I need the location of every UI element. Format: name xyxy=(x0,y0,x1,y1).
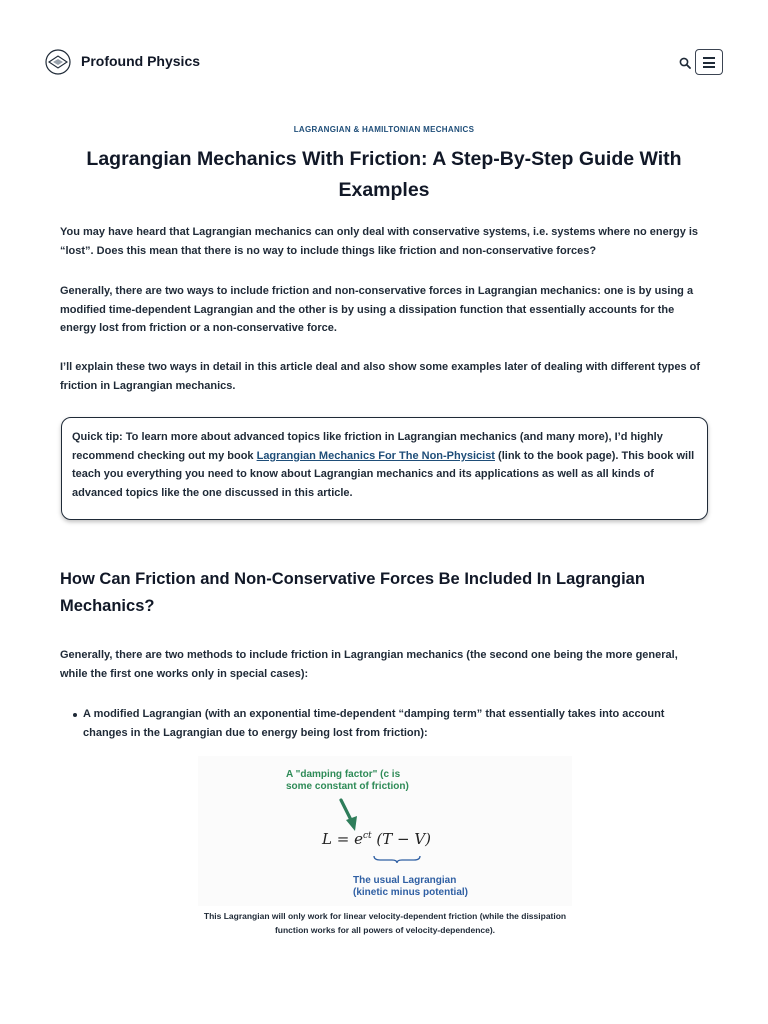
book-link[interactable]: Lagrangian Mechanics For The Non-Physicist xyxy=(256,449,495,462)
intro-paragraph: You may have heard that Lagrangian mechanics can only deal with conservative systems, i.e. systems where no energy is “lost”. Does this mean that there is no way to include things like friction and non-conservative forces? xyxy=(60,226,699,257)
search-icon[interactable] xyxy=(679,57,691,69)
category-link[interactable]: LAGRANGIAN & HAMILTONIAN MECHANICS xyxy=(293,125,475,134)
article-title: Lagrangian Mechanics With Friction: A Step-By-Step Guide With Examples xyxy=(86,148,682,201)
menu-line xyxy=(703,57,715,59)
arrow-icon xyxy=(338,798,360,832)
intro-paragraph: I’ll explain these two ways in detail in this article deal and also show some examples later of dealing with different types of friction in Lagrangian mechanics. xyxy=(60,361,700,392)
lagrangian-figure xyxy=(198,756,572,906)
figure-caption: This Lagrangian will only work for linear velocity-dependent friction (while the dissipation function works for all powers of velocity-dependence). xyxy=(203,911,567,935)
methods-paragraph: Generally, there are two methods to include friction in Lagrangian mechanics (the second one being the more general, while the first one works only in special cases): xyxy=(60,649,678,680)
bullet-dot xyxy=(73,713,77,717)
section-heading: How Can Friction and Non-Conservative Forces Be Included In Lagrangian Mechanics? xyxy=(60,570,645,615)
site-header xyxy=(45,45,723,81)
logo-icon[interactable] xyxy=(45,49,71,75)
usual-lagrangian-label: The usual Lagrangian (kinetic minus potential) xyxy=(353,875,469,898)
lagrangian-equation: $L = e^{ct}$ (T − V) xyxy=(322,830,432,848)
tip-text: Quick tip: To learn more about advanced topics like friction in Lagrangian mechanics (and many more), I’d highly recommend checking out my book xyxy=(72,431,663,462)
tip-text: (link to the book page). This book will teach you everything you need to know about Lagrangian mechanics and its applications as well as all kinds of advanced topics like the one discussed in this article. xyxy=(72,449,695,499)
menu-line xyxy=(703,62,715,64)
list-item: A modified Lagrangian (with an exponential time-dependent “damping term” that essentially takes into account changes in the Lagrangian due to energy being lost from friction): xyxy=(83,708,665,739)
menu-line xyxy=(703,66,715,68)
damping-factor-label: A "damping factor" (c is some constant of friction) xyxy=(286,769,409,792)
intro-paragraph: Generally, there are two ways to include friction and non-conservative forces in Lagrangian mechanics: one is by using a modified time-dependent Lagrangian and the other is by using a dissipation function that essentially accounts for the energy lost from friction or a non-conservative force. xyxy=(60,285,694,335)
quick-tip-box xyxy=(61,417,708,520)
brace-icon xyxy=(372,854,422,864)
hamburger-menu-icon[interactable] xyxy=(695,49,723,75)
site-title[interactable]: Profound Physics xyxy=(81,53,201,69)
